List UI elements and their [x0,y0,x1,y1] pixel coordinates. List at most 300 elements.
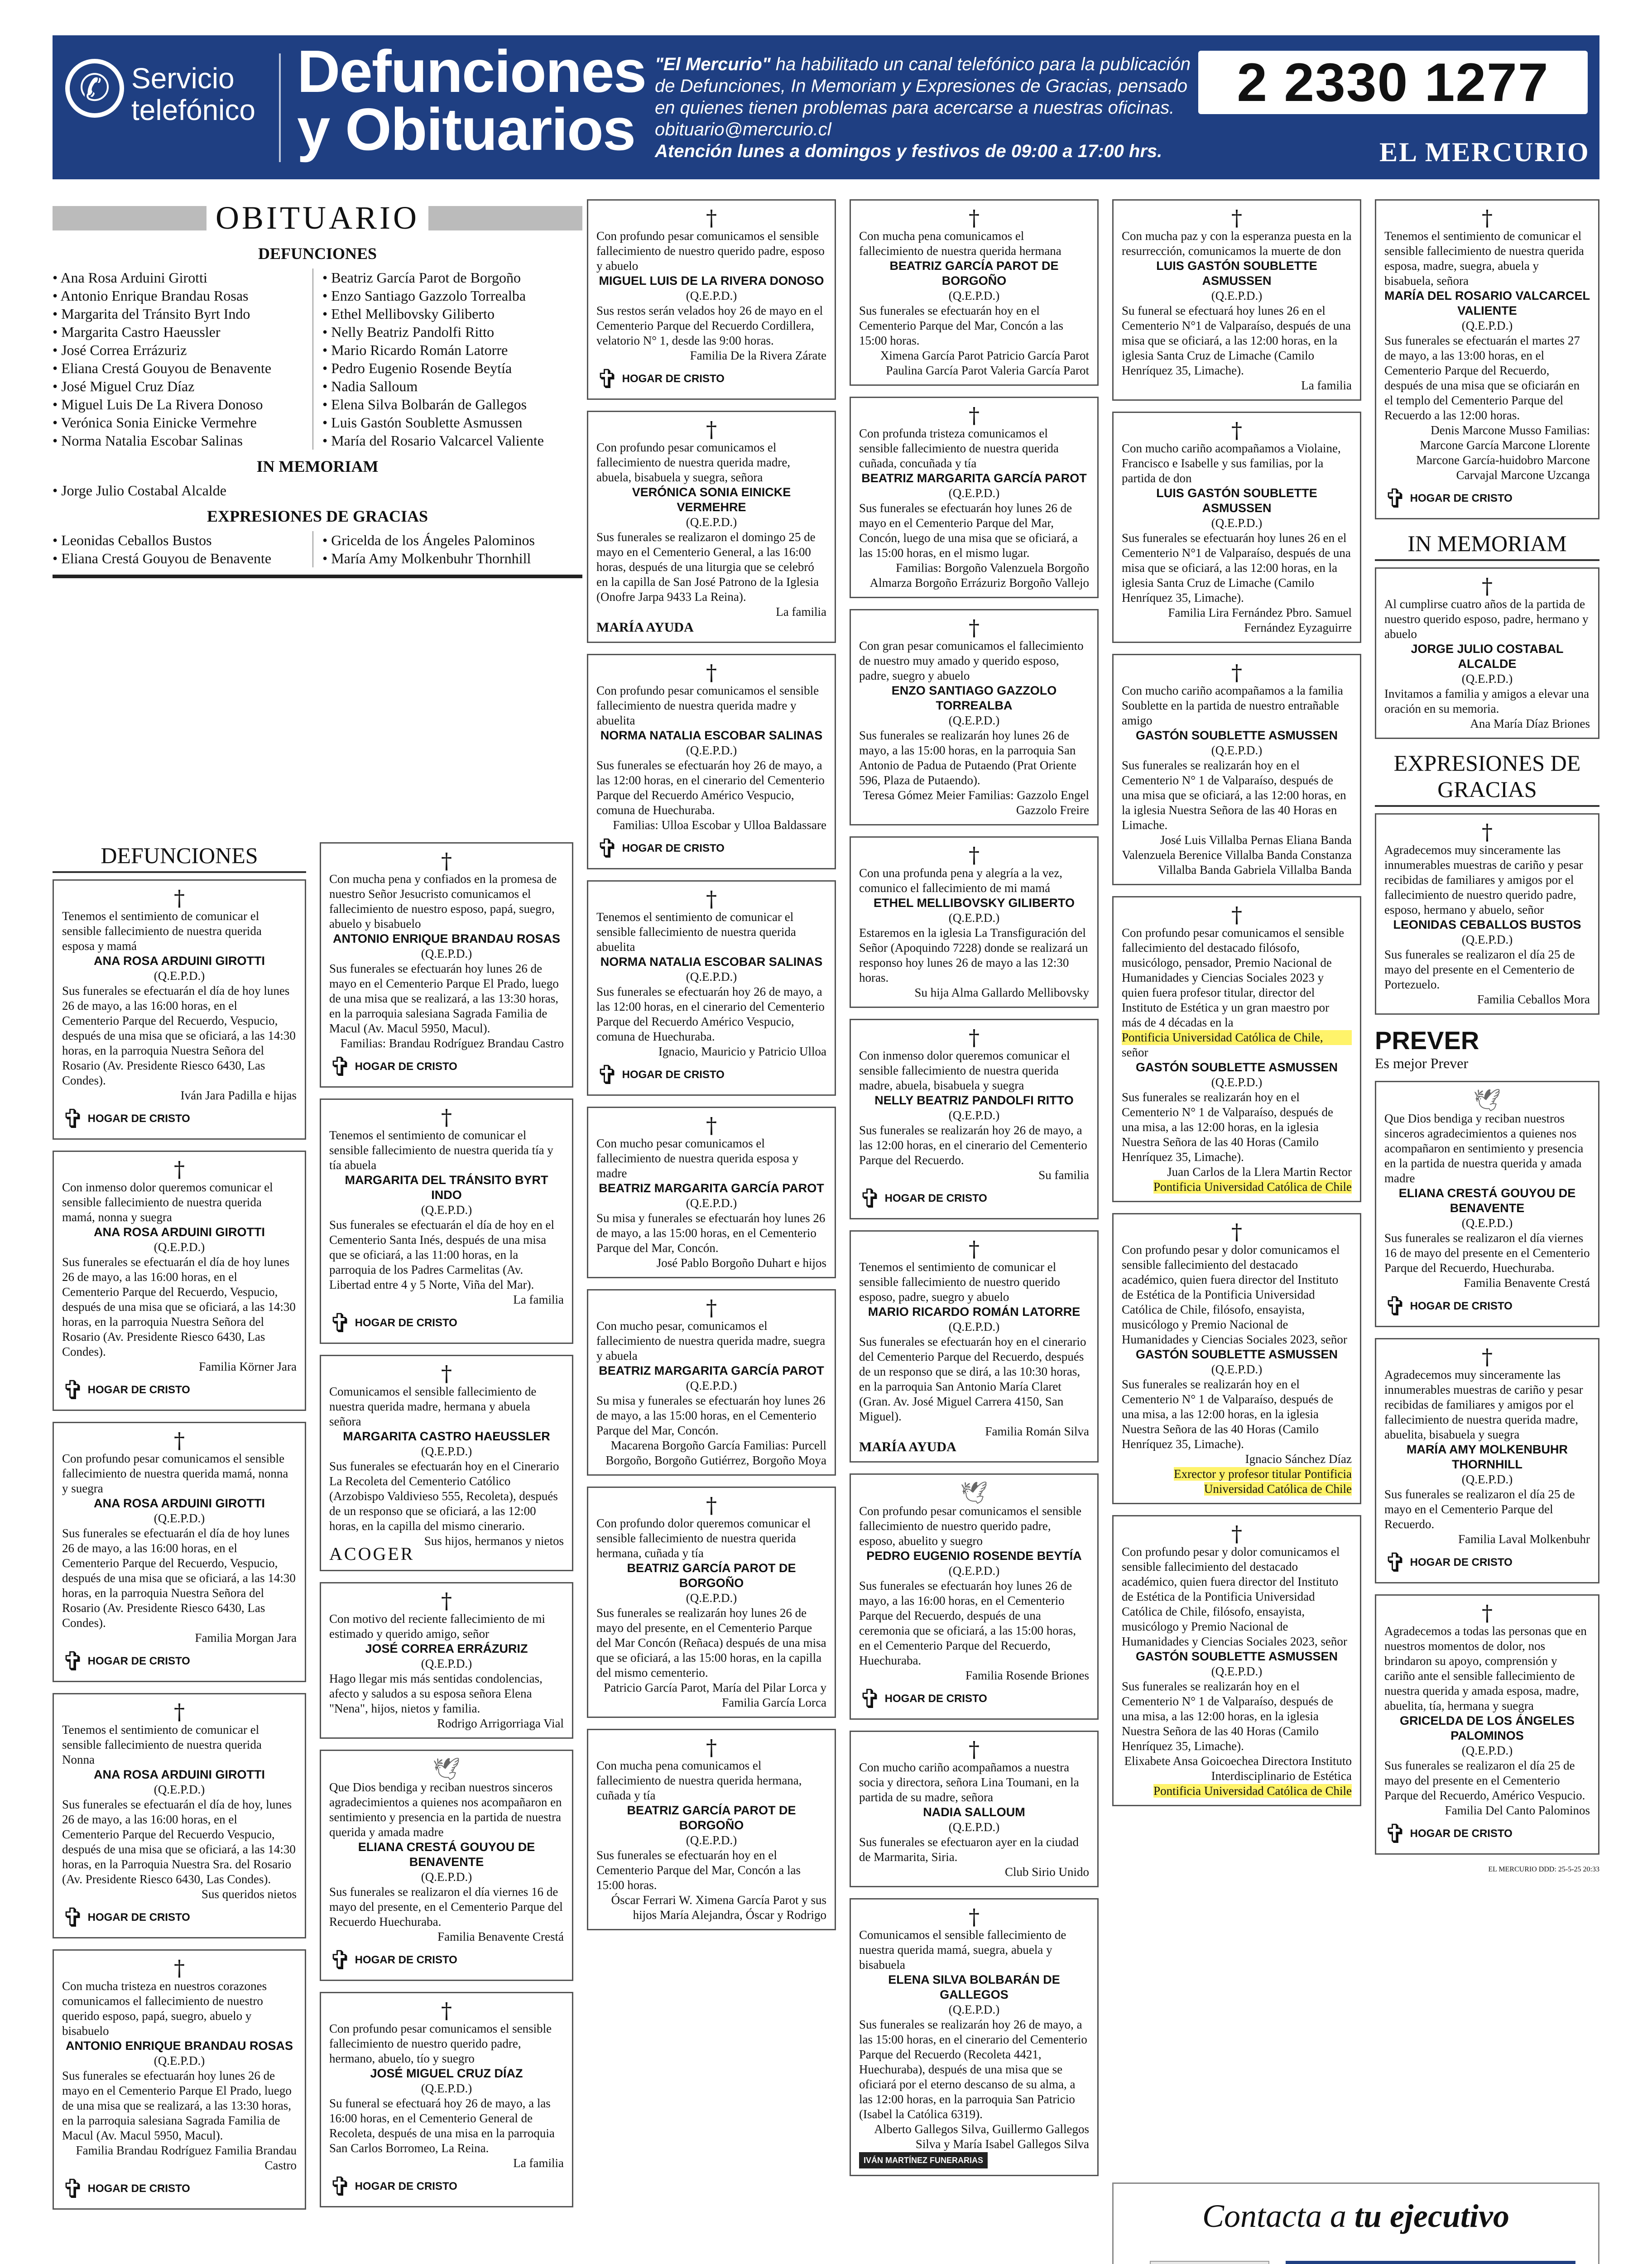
index-entry: • José Miguel Cruz Díaz [53,377,312,395]
obituary-notice [850,1473,1099,1720]
notice-signature: Denis Marcone Musso Familias: Marcone García Marcone Llorente Marcone García-huidobro Marcone Carvajal Marcone Uzcanga [1416,423,1590,482]
notice-intro: Con mucha pena comunicamos el fallecimiento de nuestra querida hermana, cuñada y tía [596,1759,802,1802]
index-gracias-right [312,531,582,567]
deceased-name: ANA ROSA ARDUINI GIROTTI [94,954,265,968]
deceased-name: NORMA NATALIA ESCOBAR SALINAS [600,955,823,969]
deceased-name: ANTONIO ENRIQUE BRANDAU ROSAS [65,2039,293,2053]
hogar-de-cristo-logo [596,835,725,862]
cross-icon: † [1231,660,1242,686]
cross-icon: † [1231,902,1242,928]
qepd-label: (Q.E.P.D.) [686,743,737,757]
deceased-name: LUIS GASTÓN SOUBLETTE ASMUSSEN [1156,259,1317,288]
index-gracias-left [53,531,312,567]
notice-intro: Con profundo pesar comunicamos el sensible fallecimiento de nuestro querido padre, esposo, abuelito y suegro [859,1504,1082,1548]
cross-icon: † [706,206,717,231]
cross-icon: † [174,1428,185,1453]
deceased-name: ANA ROSA ARDUINI GIROTTI [94,1497,265,1510]
index-entry: • José Correa Errázuriz [53,341,312,359]
column-3 [587,199,836,1941]
index-entry: • Eliana Crestá Gouyou de Benavente [53,359,312,377]
obituary-notice [1112,654,1361,885]
logo-text: HOGAR DE CRISTO [884,1192,987,1204]
index-list-right [312,269,582,450]
obituary-notice [850,609,1099,825]
deceased-name: GASTÓN SOUBLETTE ASMUSSEN [1135,1348,1338,1361]
hogar-de-cristo-logo [329,1051,457,1082]
qepd-label: (Q.E.P.D.) [421,1870,472,1884]
deceased-name: MARGARITA DEL TRÁNSITO BYRT INDO [345,1173,548,1202]
email-link[interactable]: obituario@mercurio.cl [655,120,831,139]
cross-icon: † [969,1904,980,1930]
notice-intro: Con mucha paz y con la esperanza puesta en la resurrección, comunicamos la muerte de don [1122,229,1352,258]
prever-logo [1375,1026,1599,1072]
cross-icon: † [969,403,980,428]
qepd-label: (Q.E.P.D.) [154,1783,205,1796]
notice-body: Sus funerales se efectuarán hoy lunes 26 de mayo en el Cementerio Parque El Prado, luego de una misa que se realizará, a las 13:30 horas, en la parroquia salesiana Sagrada Familia de Macul (Av. Macul 5950, Macul). [62,2069,292,2142]
notice-signature: Familia Laval Molkenbuhr [1458,1532,1590,1546]
obituary-notice [850,1898,1099,2176]
index-entry: • Gricelda de los Ángeles Palominos [322,531,582,549]
notice-signature: La familia [776,605,826,619]
cross-icon: † [174,1699,185,1725]
deceased-name: NELLY BEATRIZ PANDOLFI RITTO [874,1094,1074,1107]
cross-icon: † [1231,1521,1242,1547]
cross-logo-icon: ✞ [1384,1291,1407,1322]
notice-signature: Ximena García Parot Patricio García Parot Paulina García Parot Valeria García Parot [880,349,1089,377]
obituary-notice [587,1107,836,1278]
cross-icon: † [969,615,980,641]
cross-icon: † [1482,1601,1493,1626]
obituario-index [53,199,582,578]
logo-text: HOGAR DE CRISTO [355,1317,457,1329]
deceased-name: BEATRIZ GARCÍA PAROT DE BORGOÑO [627,1804,796,1832]
qepd-label: (Q.E.P.D.) [421,1203,472,1217]
index-entry: • Norma Natalia Escobar Salinas [53,432,312,450]
index-entry: • Nelly Beatriz Pandolfi Ritto [322,323,582,341]
cross-logo-icon: ✞ [859,1183,881,1214]
notice-signature: Familia Rosende Briones [965,1669,1089,1682]
notice-signature: Iván Jara Padilla e hijas [180,1089,297,1102]
notice-body: Su misa y funerales se efectuarán hoy lunes 26 de mayo, a las 15:00 horas, en el Cementerio Parque del Mar, Concón. [596,1394,826,1437]
obituary-notice [1375,199,1599,519]
deceased-name: BEATRIZ MARGARITA GARCÍA PAROT [861,471,1087,485]
cross-logo-icon: ✞ [1384,1818,1407,1849]
index-entry: • Miguel Luis De La Rivera Donoso [53,395,312,413]
defunciones-heading: DEFUNCIONES [53,842,306,873]
logo-text: HOGAR DE CRISTO [884,1693,987,1705]
logo-text: HOGAR DE CRISTO [622,842,725,854]
notice-intro: Con inmenso dolor queremos comunicar el sensible fallecimiento de nuestra querida madre, abuela, bisabuela y suegra [859,1049,1070,1092]
notice-intro: Con profundo dolor queremos comunicar el sensible fallecimiento de nuestra querida hermana, cuñada y tía [596,1516,811,1560]
notice-body: Sus funerales se efectuaron ayer en la ciudad de Marmarita, Siria. [859,1835,1079,1864]
notice-intro: Con profundo pesar comunicamos el sensible fallecimiento de nuestra querida mamá, nonna y suegra [62,1452,288,1495]
qepd-label: (Q.E.P.D.) [154,1511,205,1525]
qepd-label: (Q.E.P.D.) [154,2054,205,2067]
prever-tagline: Es mejor Prever [1375,1055,1469,1071]
notice-signature: Macarena Borgoño García Familias: Purcell Borgoño, Borgoño Gutiérrez, Borgoño Moya [605,1439,826,1467]
contact-ad [1112,2182,1599,2264]
hogar-de-cristo-logo [1384,1549,1513,1576]
obituary-notice [53,879,306,1140]
notice-signature: Familia Del Canto Palominos [1445,1804,1590,1817]
hogar-de-cristo-logo [1384,485,1513,512]
obituary-notice [1112,199,1361,401]
notice-signature: Ignacio, Mauricio y Patricio Ulloa [658,1045,826,1058]
gracias-heading: EXPRESIONES DE GRACIAS [1375,750,1599,807]
notice-signature: La familia [1301,379,1352,392]
cross-icon: † [969,206,980,231]
qepd-label: (Q.E.P.D.) [1211,289,1263,302]
notice-intro: Comunicamos el sensible fallecimiento de nuestra querida mamá, suegra, abuela y bisabuela [859,1928,1066,1971]
cross-icon: † [1231,418,1242,443]
contact-title: Contacta a tu ejecutivo [1202,2198,1509,2234]
index-entry: • Margarita del Tránsito Byrt Indo [53,305,312,323]
deceased-name: ELIANA CRESTÁ GOUYOU DE BENAVENTE [1398,1186,1576,1215]
deceased-name: BEATRIZ MARGARITA GARCÍA PAROT [599,1364,824,1377]
logo-text: HOGAR DE CRISTO [622,373,725,385]
notice-signature: Óscar Ferrari W. Ximena García Parot y sus hijos María Alejandra, Óscar y Rodrigo [611,1893,826,1922]
notice-signature: Sus hijos, hermanos y nietos [424,1534,564,1548]
qepd-label: (Q.E.P.D.) [421,1657,472,1670]
notice-signature: Elixabete Ansa Goicoechea Directora Instituto Interdisciplinario de Estética [1124,1754,1352,1783]
qepd-label: (Q.E.P.D.) [421,947,472,960]
index-entry: • María del Rosario Valcarcel Valiente [322,432,582,450]
hogar-de-cristo-logo [859,1185,987,1212]
notice-body: Sus funerales se efectuarán el día de hoy lunes 26 de mayo, a las 16:00 horas, en el Cementerio Parque del Recuerdo, Vespucio, después de una misa que se oficiará, a las 14:30 horas, en la parroquia Nuestra Señora del Rosario (Av. Presidente Riesco 6430, Las Condes). [62,984,296,1087]
logo-text: HOGAR DE CRISTO [87,1384,190,1396]
notice-body: Su misa y funerales se efectuarán hoy lunes 26 de mayo, a las 15:00 horas, en el Cementerio Parque del Mar, Concón. [596,1211,826,1255]
deceased-name: LEONIDAS CEBALLOS BUSTOS [1393,918,1581,931]
obituary-notice [53,1693,306,1938]
notice-intro: Con mucha tristeza en nuestros corazones comunicamos el fallecimiento de nuestro querido esposo, papá, suegro, abuelo y bisabuelo [62,1979,267,2038]
notice-body: Sus funerales se efectuarán hoy 26 de mayo, a las 12:00 horas, en el cinerario del Cementerio Parque del Recuerdo Américo Vespucio, comuna de Huechuraba. [596,758,825,817]
notice-body: Sus funerales se realizaron el día viernes 16 de mayo del presente en el Cementerio Parque del Recuerdo, Huechuraba. [1384,1231,1590,1275]
notice-body: Sus funerales se efectuarán el día de hoy, lunes 26 de mayo, a las 16:00 horas, en el Cementerio Parque del Recuerdo Vespucio, después de una misa que se oficiará, a las 14:30 horas, en la Parroquia Nuestra Sra. del Rosario (Av. Presidente Riesco 6430, Las Condes). [62,1798,296,1886]
highlighted-signature [1122,1467,1352,1497]
index-entry: • Pedro Eugenio Rosende Beytía [322,359,582,377]
notice-body: Sus funerales se efectuarán el día de hoy lunes 26 de mayo, a las 16:00 horas, en el Cementerio Parque del Recuerdo, Vespucio, después de una misa que se oficiará, a las 14:30 horas, en la parroquia Nuestra Señora del Rosario (Av. Presidente Riesco 6430, Las Condes). [62,1526,296,1630]
qepd-label: (Q.E.P.D.) [154,1240,205,1254]
obituary-notice [587,1729,836,1930]
qepd-label: (Q.E.P.D.) [948,1820,1000,1834]
notice-body: Sus funerales se efectuarán hoy en el Cementerio Parque del Mar, Concón a las 15:00 horas. [859,304,1064,347]
notice-signature: La familia [513,2156,564,2170]
column-4 [850,199,1099,2187]
qepd-label: (Q.E.P.D.) [1211,1664,1263,1678]
column-2 [320,842,573,2218]
deceased-name: NORMA NATALIA ESCOBAR SALINAS [600,729,823,742]
cross-logo-icon: ✞ [1384,1547,1407,1578]
cross-icon: † [1231,1219,1242,1245]
column-6 [1375,199,1599,1874]
notice-signature: Alberto Gallegos Silva, Guillermo Gallegos Silva y María Isabel Gallegos Silva [874,2122,1089,2151]
cross-icon: † [1482,574,1493,599]
obituary-notice [850,1731,1099,1887]
gracias-notice [1375,1338,1599,1583]
notice-signature: Club Sirio Unido [1004,1865,1089,1879]
logo-text: HOGAR DE CRISTO [87,1655,190,1667]
notice-signature: Ana María Díaz Briones [1470,717,1590,730]
qepd-label: (Q.E.P.D.) [1461,1216,1513,1230]
cross-logo-icon: ✞ [329,1308,351,1338]
hogar-de-cristo-logo [1384,1291,1513,1322]
deceased-name: ENZO SANTIAGO GAZZOLO TORREALBA [891,684,1057,712]
hogar-de-cristo-logo [62,1377,190,1403]
banner-info: "El Mercurio" ha habilitado un canal telefónico para la publicación de Defunciones, In Memoriam y Expresiones de Gracias, pensado en quienes tienen problemas para acercarse a nuestras oficinas. obituario@mercurio.cl Atención lunes a domingos y festivos de 09:00 a 17:00 hrs. [655,54,1191,161]
notice-intro: Con profundo pesar comunicamos el fallecimiento de nuestra querida madre, abuela, bisabuela y suegra, señora [596,441,791,484]
cross-icon: † [174,886,185,911]
obituary-notice [587,1289,836,1476]
deceased-name: GASTÓN SOUBLETTE ASMUSSEN [1135,1650,1338,1663]
logo-text: HOGAR DE CRISTO [1410,1300,1513,1312]
notice-intro: Tenemos el sentimiento de comunicar el sensible fallecimiento de nuestra querida esposa, madre, suegra, abuela y bisabuela, señora [1384,229,1584,288]
notice-signature: Familia De la Rivera Zárate [690,349,826,362]
deceased-name: ANA ROSA ARDUINI GIROTTI [94,1225,265,1239]
banner-divider [279,53,281,162]
dove-icon: 🕊 [960,1480,988,1506]
notice-signature: Teresa Gómez Meier Familias: Gazzolo Engel Gazzolo Freire [863,788,1089,817]
deceased-name: JOSÉ CORREA ERRÁZURIZ [365,1642,528,1655]
cross-icon: † [1482,206,1493,231]
newspaper-page [53,18,1599,2264]
deceased-name: MARÍA DEL ROSARIO VALCARCEL VALIENTE [1384,289,1590,317]
index-entry: • Leonidas Ceballos Bustos [53,531,312,549]
qepd-label: (Q.E.P.D.) [421,2082,472,2095]
index-defunciones-heading: DEFUNCIONES [258,245,377,263]
notice-signature: José Pablo Borgoño Duhart e hijos [656,1256,826,1270]
cross-logo-icon: ✞ [62,1646,84,1677]
index-memoriam-list [53,481,582,499]
deceased-name: BEATRIZ GARCÍA PAROT DE BORGOÑO [627,1561,796,1590]
notice-signature: Familia Morgan Jara [195,1631,297,1645]
hogar-de-cristo-logo [62,1904,190,1931]
notice-body: Hago llegar mis más sentidas condolencias, afecto y saludos a su esposa señora Elena "Nena", hijos, nietos y familia. [329,1672,543,1715]
cross-logo-icon: ✞ [62,1375,84,1405]
cross-logo-icon: ✞ [1384,483,1407,514]
notice-signature: Patricio García Parot, María del Pilar Lorca y Familia García Lorca [604,1681,826,1709]
cross-logo-icon: ✞ [859,1684,881,1714]
notice-intro: Tenemos el sentimiento de comunicar el sensible fallecimiento de nuestro querido esposo, padre, suegro y abuelo [859,1260,1060,1304]
deceased-name: JORGE JULIO COSTABAL ALCALDE [1411,642,1564,671]
qepd-label: (Q.E.P.D.) [686,970,737,983]
qepd-label: (Q.E.P.D.) [948,2003,1000,2016]
notice-intro: Con mucha pena y confiados en la promesa de nuestro Señor Jesucristo comunicamos el fallecimiento de nuestro esposo, papá, suegro, abuelo y bisabuelo [329,872,557,931]
obituary-notice [1112,896,1361,1202]
deceased-name: ELIANA CRESTÁ GOUYOU DE BENAVENTE [358,1840,535,1869]
index-entry: • Enzo Santiago Gazzolo Torrealba [322,287,582,305]
obituary-notice [53,1151,306,1411]
notice-body: Sus funerales se efectuarán hoy 26 de mayo, a las 12:00 horas, en el cinerario del Cementerio Parque del Recuerdo Américo Vespucio, comuna de Huechuraba. [596,985,825,1043]
hogar-de-cristo-logo [329,1945,457,1976]
qepd-label: (Q.E.P.D.) [686,1379,737,1392]
title-bar-left [53,206,206,230]
logo-text: HOGAR DE CRISTO [1410,1828,1513,1840]
index-entry: • Eliana Crestá Gouyou de Benavente [53,549,312,567]
cross-icon: † [706,1493,717,1518]
cross-icon: † [441,1998,452,2024]
deceased-name: JOSÉ MIGUEL CRUZ DÍAZ [370,2067,523,2080]
deceased-name: BEATRIZ GARCÍA PAROT DE BORGOÑO [889,259,1059,288]
index-entry: • Mario Ricardo Román Latorre [322,341,582,359]
service-label: Servicio telefónico [131,62,255,126]
notice-intro: Con mucha pena comunicamos el fallecimiento de nuestra querida hermana [859,229,1061,258]
qepd-label: (Q.E.P.D.) [154,969,205,983]
prever-name: PREVER [1375,1026,1479,1055]
cross-icon: † [969,1237,980,1262]
obituary-notice [850,836,1099,1008]
notice-signature: Su hija Alma Gallardo Mellibovsky [914,986,1089,999]
notice-body: Sus funerales se realizaron el día 25 de mayo en el Cementerio Parque del Recuerdo. [1384,1487,1575,1531]
maria-ayuda-logo: MARÍA AYUDA [596,620,694,635]
notice-body: Sus funerales se efectuarán hoy en el cinerario del Cementerio Parque del Recuerdo, después de un responso que se dirá, a las 10:30 horas, en la parroquia San Antonio María Claret (Gran. Av. José Miguel Carrera 4150, San Miguel). [859,1335,1086,1423]
notice-intro: Agradecemos a todas las personas que en nuestros momentos de dolor, nos brindaron su apoyo, comprensión y cariño ante el sensible fallecimiento de nuestra querida y amada esposa, madre, abuelita, tía, hermana y suegra [1384,1624,1587,1712]
qepd-label: (Q.E.P.D.) [1211,743,1263,757]
cross-logo-icon: ✞ [329,1945,351,1976]
obituary-notice [587,1487,836,1718]
notice-body: Sus funerales se efectuarán el día de hoy en el Cementerio Santa Inés, después de una misa que se oficiará, a las 11:00 horas, en la parroquia de los Padres Carmelitas (Av. Libertad entre 4 y 5 Norte, Viña del Mar). [329,1218,555,1291]
qepd-label: (Q.E.P.D.) [421,1444,472,1458]
qepd-label: (Q.E.P.D.) [686,1591,737,1605]
banner-title: Defunciones y Obituarios [297,38,646,163]
index-memoriam-heading: IN MEMORIAM [256,457,379,475]
hogar-de-cristo-logo [596,1062,725,1088]
notice-body: Sus funerales se efectuarán hoy en el Cinerario La Recoleta del Cementerio Católico (Arzobispo Valdivieso 555, Recoleta), después de un responso que se oficiará, a las 12:00 horas, en la capilla del mismo cinerario. [329,1459,559,1533]
qepd-label: (Q.E.P.D.) [948,1564,1000,1578]
obituary-notice [1112,1213,1361,1504]
gracias-notice [1375,1081,1599,1327]
deceased-name: BEATRIZ MARGARITA GARCÍA PAROT [599,1181,824,1195]
index-entry: • Nadia Salloum [322,377,582,395]
notice-intro: Tenemos el sentimiento de comunicar el sensible fallecimiento de nuestra querida tía y tía abuela [329,1128,553,1172]
logo-text: HOGAR DE CRISTO [622,1069,725,1081]
obituary-notice [53,1949,306,2210]
service-banner [53,35,1599,179]
notice-intro: Comunicamos el sensible fallecimiento de nuestra querida madre, hermana y abuela señora [329,1385,537,1428]
obituary-notice [1112,1515,1361,1806]
maria-ayuda-logo: MARÍA AYUDA [859,1439,956,1454]
notice-body: Sus funerales se efectuarán hoy lunes 26 de mayo en el Cementerio Parque El Prado, luego de una misa que se realizará, a las 13:30 horas, en la parroquia salesiana Sagrada Familia de Macul (Av. Macul 5950, Macul). [329,962,559,1035]
notice-signature: Familia Román Silva [985,1425,1089,1438]
notice-body: Sus funerales se realizarán hoy en el Cementerio N° 1 de Valparaíso, después de una misa, a las 12:00 horas, en la iglesia Nuestra Señora de las 40 Horas (Camilo Henríquez 35, Limache). [1122,1090,1333,1164]
gracias-notice [1375,813,1599,1015]
notice-intro: Con una profunda pena y alegría a la vez, comunico el fallecimiento de mi mamá [859,866,1063,895]
acoger-logo: ACOGER [329,1544,415,1564]
notice-body: Sus funerales se efectuarán el martes 27 de mayo, a las 13:00 horas, en el Cementerio Parque del Recuerdo, después de una misa que se oficiarán en el templo del Cementerio Parque del Recuerdo a las 12:00 horas. [1384,334,1580,422]
hogar-de-cristo-logo [329,2173,457,2200]
deceased-name: ETHEL MELLIBOVSKY GILIBERTO [873,896,1075,910]
notice-intro: Con profundo pesar comunicamos el sensible fallecimiento de nuestra querida madre y abuelita [596,684,819,727]
hogar-de-cristo-logo [62,1103,190,1134]
notice-body: Sus funerales se efectuarán el día de hoy lunes 26 de mayo, a las 16:00 horas, en el Cementerio Parque del Recuerdo, Vespucio, después de una misa que se oficiará, a las 14:30 horas, en la parroquia Nuestra Señora del Rosario (Av. Presidente Riesco 6430, Las Condes). [62,1255,296,1358]
notice-signature: Familia Ceballos Mora [1477,993,1590,1006]
cross-icon: † [1482,1344,1493,1370]
qepd-label: (Q.E.P.D.) [1461,319,1513,332]
index-entry: • Jorge Julio Costabal Alcalde [53,481,582,499]
highlighted-signature [1122,1180,1352,1194]
deceased-name: LUIS GASTÓN SOUBLETTE ASMUSSEN [1156,486,1317,515]
qepd-label: (Q.E.P.D.) [948,1320,1000,1333]
notice-signature: Su familia [1038,1168,1089,1182]
deceased-name: GASTÓN SOUBLETTE ASMUSSEN [1135,1060,1338,1074]
qepd-label: (Q.E.P.D.) [948,911,1000,925]
notice-intro: Tenemos el sentimiento de comunicar el sensible fallecimiento de nuestra querida Nonna [62,1723,262,1766]
phone-number: 2 2330 1277 [1198,51,1588,114]
hogar-de-cristo-logo [62,2173,190,2204]
notice-intro: Con motivo del reciente fallecimiento de mi estimado y querido amigo, señor [329,1612,545,1640]
notice-body: Sus funerales se realizaron el día viernes 16 de mayo del presente, en el Cementerio Parque del Recuerdo Huechuraba. [329,1885,563,1928]
notice-intro: Con inmenso dolor queremos comunicar el sensible fallecimiento de nuestra querida mamá, nonna y suegra [62,1180,273,1224]
obituary-notice [850,397,1099,598]
cross-logo-icon: ✞ [596,1060,619,1090]
hogar-de-cristo-logo [62,1646,190,1677]
notice-intro: Con profundo pesar y dolor comunicamos el sensible fallecimiento del destacado académico, quien fuera director del Instituto de Estética de la Pontificia Universidad Católica de Chile, filósofo, ensayista, musicólogo y Premio Nacional de Humanidades y Ciencias Sociales 2023, señor [1122,1545,1347,1648]
logo-text: HOGAR DE CRISTO [355,2180,457,2192]
logo-text: HOGAR DE CRISTO [1410,492,1513,504]
cross-logo-icon: ✞ [329,1051,351,1082]
qepd-label: (Q.E.P.D.) [1461,1744,1513,1757]
cross-icon: † [174,1157,185,1182]
ivan-martinez-logo: IVÁN MARTÍNEZ FUNERARIAS [859,2152,988,2168]
cross-icon: † [969,1025,980,1050]
notice-body: Invitamos a familia y amigos a elevar una oración en su memoria. [1384,687,1590,715]
notice-signature: Rodrigo Arrigorriaga Vial [437,1717,564,1730]
index-bottom-rule [53,575,582,578]
index-entry: • Ana Rosa Arduini Girotti [53,269,312,287]
in-memoriam-heading: IN MEMORIAM [1375,530,1599,561]
deceased-name: PEDRO EUGENIO ROSENDE BEYTÍA [866,1549,1082,1563]
deceased-name: ANA ROSA ARDUINI GIROTTI [94,1768,265,1781]
notice-body: Sus funerales se efectuarán hoy lunes 26 de mayo en el Cementerio Parque del Mar, Concón, luego de una misa que se oficiará, a las 15:00 horas, en el mismo lugar. [859,501,1078,560]
notice-body: Sus funerales se realizaron el día 25 de mayo del presente en el Cementerio de Portezuelo. [1384,948,1575,991]
notice-signature: Familias: Borgoño Valenzuela Borgoño Almarza Borgoño Errázuriz Borgoño Vallejo [869,561,1089,590]
cross-logo-icon: ✞ [596,364,619,394]
cross-icon: † [174,1956,185,1981]
notice-body: Sus funerales se realizarán hoy 26 de mayo, a las 12:00 horas, en el cinerario del Cementerio Parque del Recuerdo. [859,1123,1087,1167]
qepd-label: (Q.E.P.D.) [1461,933,1513,946]
notice-body: Sus funerales se efectuarán hoy lunes 26 de mayo, a las 16:00 horas, en el Cementerio Parque del Recuerdo, después de una ceremonia que se oficiará, a las 15:00 horas, en el Cementerio Parque del Recuerdo, Huechuraba. [859,1579,1076,1667]
notice-body: Sus funerales se efectuarán hoy en el Cementerio Parque del Mar, Concón a las 15:00 horas. [596,1848,801,1892]
qepd-label: (Q.E.P.D.) [948,289,1000,302]
notice-intro: Que Dios bendiga y reciban nuestros sinceros agradecimientos a quienes nos acompañaron en sentimiento y presencia en la partida de nuestra querida y amada madre [1384,1112,1584,1185]
newspaper-thumbnail [1150,2261,1269,2264]
notice-intro: Con profundo pesar comunicamos el sensible fallecimiento de nuestro querido padre, esposo y abuelo [596,229,825,273]
column-5 [1112,199,1361,1817]
edition-stamp: EL MERCURIO DDD: 25-5-25 20:33 [1488,1866,1599,1873]
notice-body: Sus funerales se realizarán hoy 26 de mayo, a las 15:00 horas, en el cinerario del Cementerio Parque del Recuerdo (Recoleta 4421, Huechuraba), después de una misa que se oficiará por el eterno descanso de su alma, a las 12:00 horas, en la parroquia San Patricio (Isabel la Católica 6319). [859,2018,1087,2121]
notice-intro: Con mucho pesar comunicamos el fallecimiento de nuestra querida esposa y madre [596,1137,799,1180]
cross-icon: † [969,843,980,868]
notice-intro: Con gran pesar comunicamos el fallecimiento de nuestro muy amado y querido esposo, padre, suegro y abuelo [859,639,1084,682]
hogar-de-cristo-logo [1384,1818,1513,1849]
notice-signature: Familias: Ulloa Escobar y Ulloa Baldassare [613,818,826,832]
highlighted-text: Pontificia Universidad Católica de Chile [1153,1180,1352,1194]
notice-intro: Al cumplirse cuatro años de la partida de nuestro querido esposo, padre, hermano y abuelo [1384,597,1589,641]
deceased-name: MIGUEL LUIS DE LA RIVERA DONOSO [599,274,824,288]
logo-text: HOGAR DE CRISTO [1410,1556,1513,1568]
notice-intro: Con mucho pesar, comunicamos el fallecimiento de nuestra querida madre, suegra y abuela [596,1319,826,1362]
index-entry: • Ethel Mellibovsky Giliberto [322,305,582,323]
notice-body: Sus funerales se realizarán hoy en el Cementerio N° 1 de Valparaíso, después de una misa, a las 12:00 horas, en la iglesia Nuestra Señora de las 40 Horas (Camilo Henríquez 35, Limache). [1122,1679,1333,1753]
cross-icon: † [441,849,452,874]
notice-intro: Con profundo pesar comunicamos el sensible fallecimiento de nuestro querido padre, hermano, abuelo, tío y suegro [329,2022,552,2065]
notice-body: Sus funerales se realizaron el domingo 25 de mayo en el Cementerio General, a las 16:00 horas, después de una liturgia que se celebró en la capilla de San José Patrono de la Iglesia (Onofre Jarpa 9433 La Reina). [596,530,819,604]
notice-signature: La familia [513,1293,564,1306]
cross-logo-icon: ✞ [62,1902,84,1933]
brand-logo: EL MERCURIO [1379,137,1590,167]
qepd-label: (Q.E.P.D.) [686,1833,737,1847]
deceased-name: MARGARITA CASTRO HAEUSSLER [343,1429,550,1443]
qepd-label: (Q.E.P.D.) [948,1108,1000,1122]
